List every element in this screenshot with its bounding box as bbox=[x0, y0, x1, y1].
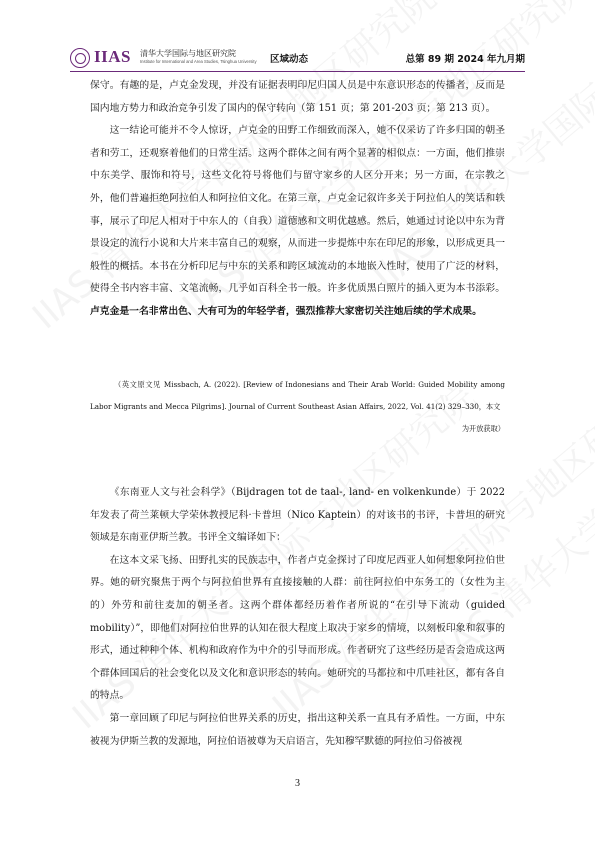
recommendation-text: 卢克金是一名非常出色、大有可为的年轻学者，强烈推荐大家密切关注她后续的学术成果。 bbox=[90, 305, 482, 317]
header-divider bbox=[70, 71, 525, 72]
issue-label: 总第 89 期 2024 年九月期 bbox=[405, 54, 525, 65]
section-title: 区域动态 bbox=[270, 54, 309, 65]
logo-institute-name: 清华大学国际与地区研究院 bbox=[140, 49, 236, 58]
paragraph: 保守。有趣的是，卢克金发现，并没有证据表明印尼归国人员是中东意识形态的传播者，反而是国内地方势力和政治竞争引发了国内的保守转向（第 151 页；第 201-203 页；第 213 页）。 bbox=[90, 80, 505, 114]
body-text-top bbox=[90, 75, 505, 324]
page-number: 3 bbox=[295, 778, 300, 789]
logo-text: IIAS bbox=[94, 47, 131, 66]
page-header bbox=[70, 46, 525, 74]
citation-note bbox=[90, 374, 505, 440]
logo-institute-english: Institute for International and Area Studies, Tsinghua University bbox=[140, 59, 257, 64]
citation-text: （英文原文见 Missbach, A. (2022). [Review of Indonesians and Their Arab World: Guided Mobility among Labor Migrants and Mecca Pilgrims]. Journal of Current Southeast Asian Affairs, 2022, Vol. 41(2) 329–330，本文 为开放获取） bbox=[90, 374, 505, 440]
paragraph: 在这本文采飞扬、田野扎实的民族志中，作者卢克金探讨了印度尼西亚人如何想象阿拉伯世界。她的研究聚焦于两个与阿拉伯世界有直接接触的人群：前往阿拉伯中东务工的（女性为主的）外劳和前往麦加的朝圣者。这两个群体都经历着作者所说的“在引导下流动（guided mobility）”，即他们对阿拉伯世界的认知在很大程度上取决于家乡的情境，以刻板印象和叙事的形式，通过种种个体、机构和政府作为中介的引导而形成。作者研究了这些经历是否会造成这两个群体回国后的社会变化以及文化和意识形态的转向。她研究的马都拉和中爪哇社区，都有各自的特点。 bbox=[90, 554, 505, 702]
body-text-bottom bbox=[90, 482, 505, 753]
citation-source: 为开放获取） bbox=[461, 424, 505, 433]
paragraph bbox=[90, 120, 505, 323]
university-seal-icon bbox=[70, 48, 90, 68]
paragraph: 第一章回顾了印尼与阿拉伯世界关系的历史，指出这种关系一直具有矛盾性。一方面，中东被视为伊斯兰教的发源地，阿拉伯语被尊为天启语言，先知穆罕默德的阿拉伯习俗被视 bbox=[90, 712, 505, 747]
paragraph-text: 这一结论可能并不令人惊讶，卢克金的田野工作细致而深入，她不仅采访了许多归国的朝圣者和劳工，还观察着他们的日常生活。这两个群体之间有两个显著的相似点：一方面，他们推崇中东美学、服饰和符号，这些文化符号将他们与留守家乡的人区分开来；另一方面，在宗教之外，他们普遍拒绝阿拉伯人和阿拉伯文化。在第三章，卢克金记叙许多关于阿拉伯人的笑话和轶事，展示了印尼人相对于中东人的（自我）道德感和文明优越感。然后，她通过讨论以中东为背景设定的流行小说和大片来丰富自己的观察，从而进一步提炼中东在印尼的形象，以形成更具一般性的概括。本书在分析印尼与中东的关系和跨区域流动的本地嵌入性时，使用了广泛的材料，使得全书内容丰富、文笔流畅，几乎如百科全书一般。许多优质黑白照片的插入更为本书添彩。 bbox=[90, 125, 505, 295]
paragraph: 《东南亚人文与社会科学》（Bijdragen tot de taal-, land- en volkenkunde）于 2022 年发表了荷兰莱顿大学荣休教授尼科·卡普坦（Nico Kaptein）的对该书的书评，卡普坦的研究领域是东南亚伊斯兰教。书评全文编译如下： bbox=[90, 487, 505, 544]
